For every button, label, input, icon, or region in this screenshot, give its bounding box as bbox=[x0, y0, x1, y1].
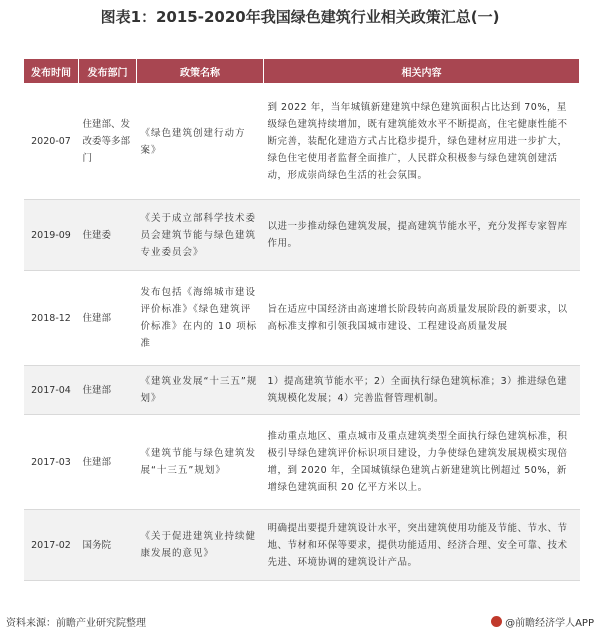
table-row bbox=[24, 200, 580, 271]
cell-content: 到 2022 年，当年城镇新建建筑中绿色建筑面积占比达到 70%，星级绿色建筑持续增加，既有建筑能效水平不断提高，住宅健康性能不断完善，装配化建造方式占比稳步提升，绿色建材应用进一步扩大，绿色住宅使用者监督全面推广，人民群众积极参与绿色建筑创建活动，形成崇尚绿色生活的社会氛围。 bbox=[264, 84, 580, 200]
cell-time: 2017-04 bbox=[24, 366, 79, 415]
cell-content: 明确提出要提升建筑设计水平，突出建筑使用功能及节能、节水、节地、节材和环保等要求，提供功能适用、经济合理、安全可靠、技术先进、环境协调的建筑设计产品。 bbox=[264, 510, 580, 581]
header-content: 相关内容 bbox=[264, 59, 580, 84]
cell-name: 《建筑节能与绿色建筑发展“十三五”规划》 bbox=[137, 415, 264, 510]
footer bbox=[0, 612, 600, 632]
cell-dept: 住建部 bbox=[79, 366, 137, 415]
cell-dept: 国务院 bbox=[79, 510, 137, 581]
table-row bbox=[24, 415, 580, 510]
brand-logo-icon bbox=[491, 616, 502, 627]
cell-time: 2017-03 bbox=[24, 415, 79, 510]
table-row bbox=[24, 84, 580, 200]
cell-name: 《关于成立部科学技术委员会建筑节能与绿色建筑专业委员会》 bbox=[137, 200, 264, 271]
header-time: 发布时间 bbox=[24, 59, 79, 84]
cell-time: 2019-09 bbox=[24, 200, 79, 271]
chart-title: 图表1：2015-2020年我国绿色建筑行业相关政策汇总(一) bbox=[100, 8, 500, 26]
cell-dept: 住建部 bbox=[79, 271, 137, 366]
cell-dept: 住建委 bbox=[79, 200, 137, 271]
header-name: 政策名称 bbox=[137, 59, 264, 84]
cell-name: 《关于促进建筑业持续健康发展的意见》 bbox=[137, 510, 264, 581]
cell-time: 2018-12 bbox=[24, 271, 79, 366]
table-row bbox=[24, 271, 580, 366]
table-row bbox=[24, 366, 580, 415]
cell-time: 2017-02 bbox=[24, 510, 79, 581]
cell-content: 以进一步推动绿色建筑发展，提高建筑节能水平，充分发挥专家智库作用。 bbox=[264, 200, 580, 271]
source-note: 资料来源：前瞻产业研究院整理 bbox=[6, 618, 146, 629]
cell-name: 《建筑业发展“十三五”规划》 bbox=[137, 366, 264, 415]
header-dept: 发布部门 bbox=[79, 59, 137, 84]
table-header-row bbox=[24, 59, 580, 84]
brand-credit bbox=[491, 614, 594, 629]
cell-time: 2020-07 bbox=[24, 84, 79, 200]
cell-dept: 住建部 bbox=[79, 415, 137, 510]
cell-dept: 住建部、发改委等多部门 bbox=[79, 84, 137, 200]
table-row bbox=[24, 510, 580, 581]
cell-content: 推动重点地区、重点城市及重点建筑类型全面执行绿色建筑标准，积极引导绿色建筑评价标识项目建设，力争使绿色建筑发展规模实现倍增，到 2020 年，全国城镇绿色建筑占新建建筑比例超过 50%，新增绿色建筑面积 20 亿平方米以上。 bbox=[264, 415, 580, 510]
policy-table bbox=[23, 58, 580, 581]
cell-name: 发布包括《海绵城市建设评价标准》《绿色建筑评价标准》在内的 10 项标准 bbox=[137, 271, 264, 366]
cell-content: 1）提高建筑节能水平；2）全面执行绿色建筑标准；3）推进绿色建筑规模化发展；4）完善监督管理机制。 bbox=[264, 366, 580, 415]
cell-name: 《绿色建筑创建行动方案》 bbox=[137, 84, 264, 200]
cell-content: 旨在适应中国经济由高速增长阶段转向高质量发展阶段的新要求，以高标准支撑和引领我国城市建设、工程建设高质量发展 bbox=[264, 271, 580, 366]
brand-text: @前瞻经济学人APP bbox=[505, 618, 594, 629]
